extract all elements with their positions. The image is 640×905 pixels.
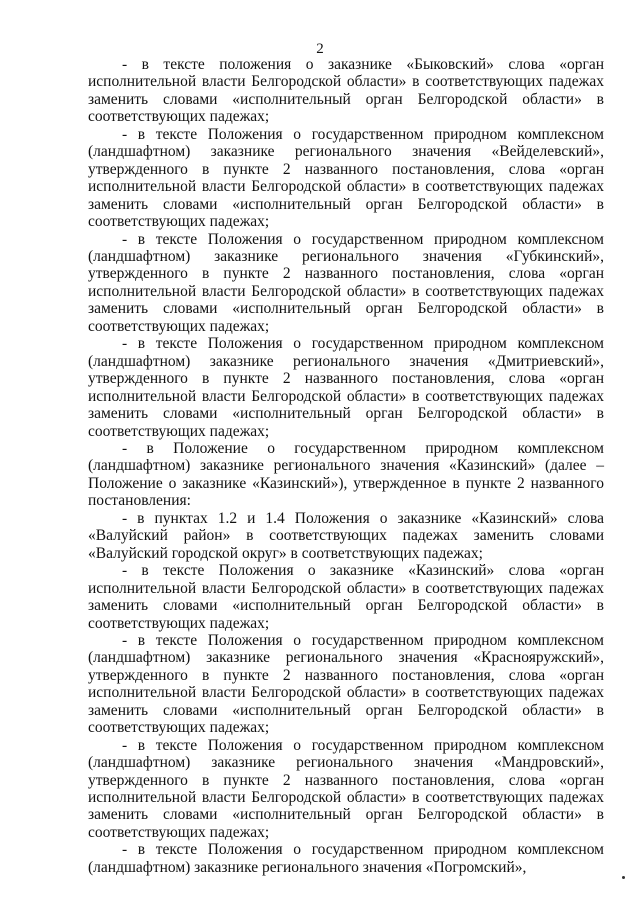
paragraph-mandrovsky: - в тексте Положения о государственном природном комплексном (ландшафтном) заказнике регионального значения «Мандровский», утвержденного в пункте 2 названного постановления, слова «орган исполнительной власти Белгородской области» в соответствующих падежах заменить словами «исполнительный орган Белгородской области» в соответствующих падежах; <box>88 736 604 841</box>
paragraph-dmitrievsky: - в тексте Положения о государственном природном комплексном (ландшафтном) заказнике регионального значения «Дмитриевский», утвержденного в пункте 2 названного постановления, слова «орган исполнительной власти Белгородской области» в соответствующих падежах заменить словами «исполнительный орган Белгородской области» в соответствующих падежах; <box>88 335 604 440</box>
paragraph-gubkinsky: - в тексте Положения о государственном природном комплексном (ландшафтном) заказнике регионального значения «Губкинский», утвержденного в пункте 2 названного постановления, слова «орган исполнительной власти Белгородской области» в соответствующих падежах заменить словами «исполнительный орган Белгородской области» в соответствующих падежах; <box>88 230 604 335</box>
paragraph-veydelevsky: - в тексте Положения о государственном природном комплексном (ландшафтном) заказнике регионального значения «Вейделевский», утвержденного в пункте 2 названного постановления, слова «орган исполнительной власти Белгородской области» в соответствующих падежах заменить словами «исполнительный орган Белгородской области» в соответствующих падежах; <box>88 125 604 231</box>
page-number: 2 <box>316 41 324 57</box>
document-body <box>88 56 604 876</box>
paragraph-kazinsky-points: - в пунктах 1.2 и 1.4 Положения о заказнике «Казинский» слова «Валуйский район» в соответствующих падежах заменить словами «Валуйский городской округ» в соответствующих падежах; <box>88 509 604 562</box>
scan-speck <box>622 876 625 879</box>
paragraph-krasnoyaruzhsky: - в тексте Положения о государственном природном комплексном (ландшафтном) заказнике регионального значения «Краснояружский», утвержденного в пункте 2 названного постановления, слова «орган исполнительной власти Белгородской области» в соответствующих падежах заменить словами «исполнительный орган Белгородской области» в соответствующих падежах; <box>88 631 604 737</box>
paragraph-kazinsky-text: - в тексте Положения о заказнике «Казинский» слова «орган исполнительной власти Белгородской области» в соответствующих падежах заменить словами «исполнительный орган Белгородской области» в соответствующих падежах; <box>88 562 604 632</box>
paragraph-pogromsky: - в тексте Положения о государственном природном комплексном (ландшафтном) заказнике регионального значения «Погромский», <box>88 841 604 876</box>
paragraph-kazinsky-intro: - в Положение о государственном природном комплексном (ландшафтном) заказнике регионального значения «Казинский» (далее – Положение о заказнике «Казинский»), утвержденное в пункте 2 названного постановления: <box>88 439 604 510</box>
paragraph-bykovsky: - в тексте положения о заказнике «Быковский» слова «орган исполнительной власти Белгородской области» в соответствующих падежах заменить словами «исполнительный орган Белгородской области» в соответствующих падежах; <box>88 56 604 126</box>
